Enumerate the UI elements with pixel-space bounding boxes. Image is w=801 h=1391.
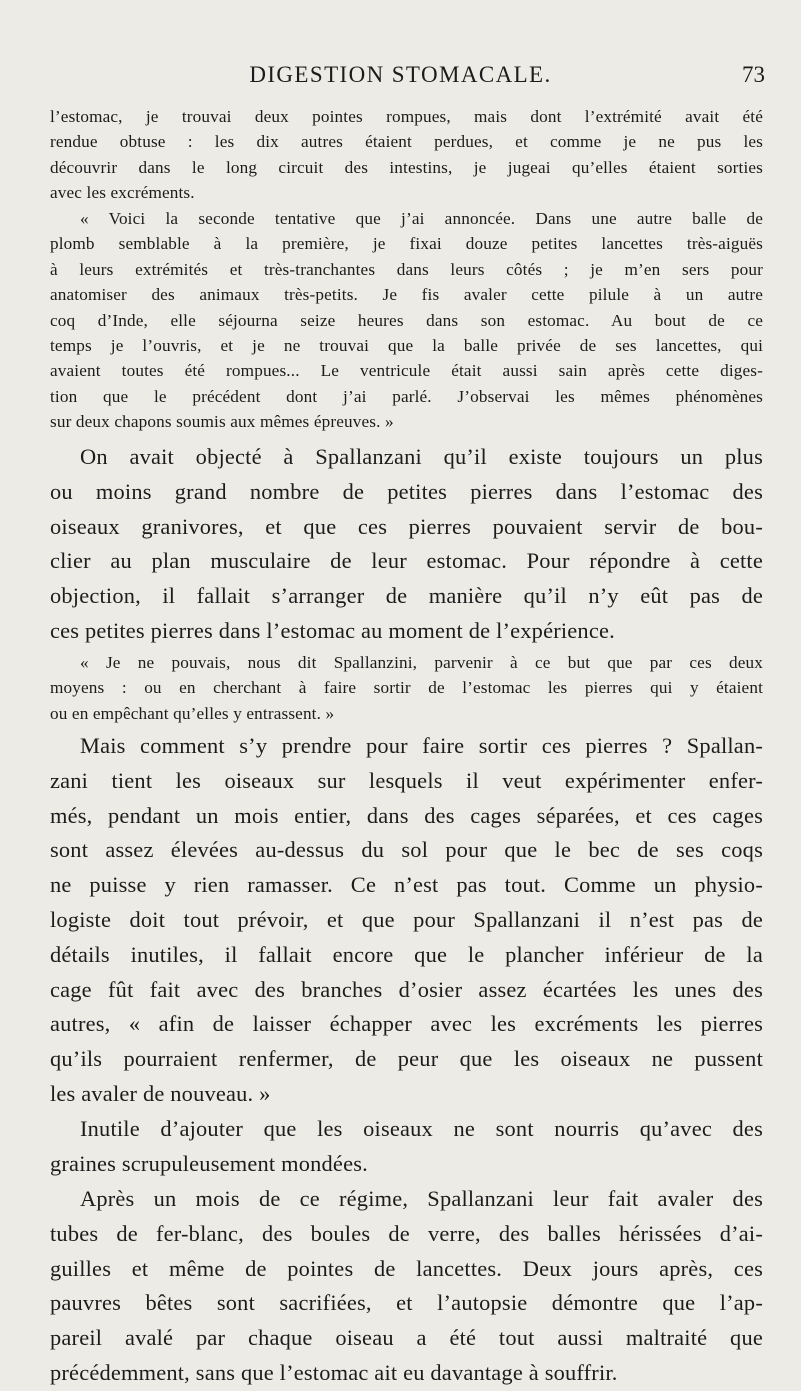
text-line: temps je l’ouvris, et je ne trouvai que la balle privée de ses lancettes, qui (50, 336, 763, 356)
paragraph-cages (50, 729, 763, 1112)
text-line: graines scrupuleusement mondées. (50, 1150, 368, 1176)
text-line: plomb semblable à la première, je fixai douze petites lancettes très-aiguës (50, 234, 763, 254)
text-line: logiste doit tout prévoir, et que pour Spallanzani il n’est pas de (50, 906, 763, 932)
text-line: les avaler de nouveau. » (50, 1080, 271, 1106)
text-line: rendue obtuse : les dix autres étaient perdues, et comme je ne pus les (50, 132, 763, 152)
paragraph-regime (50, 1182, 763, 1391)
text-line: sur deux chapons soumis aux mêmes épreuves. » (50, 412, 394, 432)
paragraph-graines (50, 1112, 763, 1182)
text-line: qu’ils pourraient renfermer, de peur que les oiseaux ne pussent (50, 1046, 763, 1072)
text-line: clier au plan musculaire de leur estomac. Pour répondre à cette (50, 548, 763, 574)
text-line: précédemment, sans que l’estomac ait eu davantage à souffrir. (50, 1359, 618, 1385)
paragraph-quote-moyens (50, 650, 763, 726)
text-line: oiseaux granivores, et que ces pierres pouvaient servir de bou- (50, 513, 763, 539)
text-line: tubes de fer-blanc, des boules de verre, des balles hérissées d’ai- (50, 1220, 763, 1246)
text-line: sont assez élevées au-dessus du sol pour que le bec de ses coqs (50, 837, 763, 863)
text-line: « Voici la seconde tentative que j’ai annoncée. Dans une autre balle de (80, 209, 763, 228)
text-line: ou moins grand nombre de petites pierres dans l’estomac des (50, 478, 763, 504)
page-header (0, 62, 801, 92)
text-line: avec les excréments. (50, 183, 195, 203)
text-line: découvrir dans le long circuit des intestins, je jugeai qu’elles étaient sorties (50, 157, 763, 177)
paragraph-quote-lancettes (50, 206, 763, 435)
text-line: zani tient les oiseaux sur lesquels il veut expérimenter enfer- (50, 767, 763, 793)
text-line: cage fût fait avec des branches d’osier assez écartées les unes des (50, 976, 763, 1002)
text-line: autres, « afin de laisser échapper avec les excréments les pierres (50, 1011, 763, 1037)
text-line: ces petites pierres dans l’estomac au moment de l’expérience. (50, 617, 615, 643)
paragraph-continuation (50, 104, 763, 206)
text-line: més, pendant un mois entier, dans des cages séparées, et ces cages (50, 802, 763, 828)
text-line: pauvres bêtes sont sacrifiées, et l’autopsie démontre que l’ap- (50, 1290, 763, 1316)
text-line: « Je ne pouvais, nous dit Spallanzini, parvenir à ce but que par ces deux (80, 653, 763, 672)
text-line: moyens : ou en cherchant à faire sortir de l’estomac les pierres qui y étaient (50, 678, 763, 698)
text-line: objection, il fallait s’arranger de manière qu’il n’y eût pas de (50, 583, 763, 609)
text-line: ne puisse y rien ramasser. Ce n’est pas tout. Comme un physio- (50, 872, 763, 898)
running-head: DIGESTION STOMACALE. (249, 62, 552, 87)
text-line: tion que le précédent dont j’ai parlé. J’observai les mêmes phénomènes (50, 386, 763, 406)
text-line: guilles et même de pointes de lancettes. Deux jours après, ces (50, 1255, 763, 1281)
text-line: Mais comment s’y prendre pour faire sortir ces pierres ? Spallan- (80, 733, 763, 758)
text-line: à leurs extrémités et très-tranchantes dans leurs côtés ; je m’en sers pour (50, 259, 763, 279)
text-line: avaient toutes été rompues... Le ventricule était aussi sain après cette diges- (50, 361, 763, 381)
text-line: coq d’Inde, elle séjourna seize heures dans son estomac. Au bout de ce (50, 310, 763, 330)
text-line: anatomiser des animaux très-petits. Je fis avaler cette pilule à un autre (50, 285, 763, 305)
text-line: l’estomac, je trouvai deux pointes rompues, mais dont l’extrémité avait été (50, 107, 763, 126)
text-line: On avait objecté à Spallanzani qu’il existe toujours un plus (80, 444, 763, 469)
text-line: ou en empêchant qu’elles y entrassent. » (50, 703, 335, 723)
paragraph-objection (50, 440, 763, 649)
text-line: détails inutiles, il fallait encore que le plancher inférieur de la (50, 941, 763, 967)
text-line: pareil avalé par chaque oiseau a été tout aussi maltraité que (50, 1325, 763, 1351)
text-line: Inutile d’ajouter que les oiseaux ne sont nourris qu’avec des (80, 1116, 763, 1141)
page-number: 73 (742, 62, 765, 87)
text-line: Après un mois de ce régime, Spallanzani leur fait avaler des (80, 1186, 763, 1211)
